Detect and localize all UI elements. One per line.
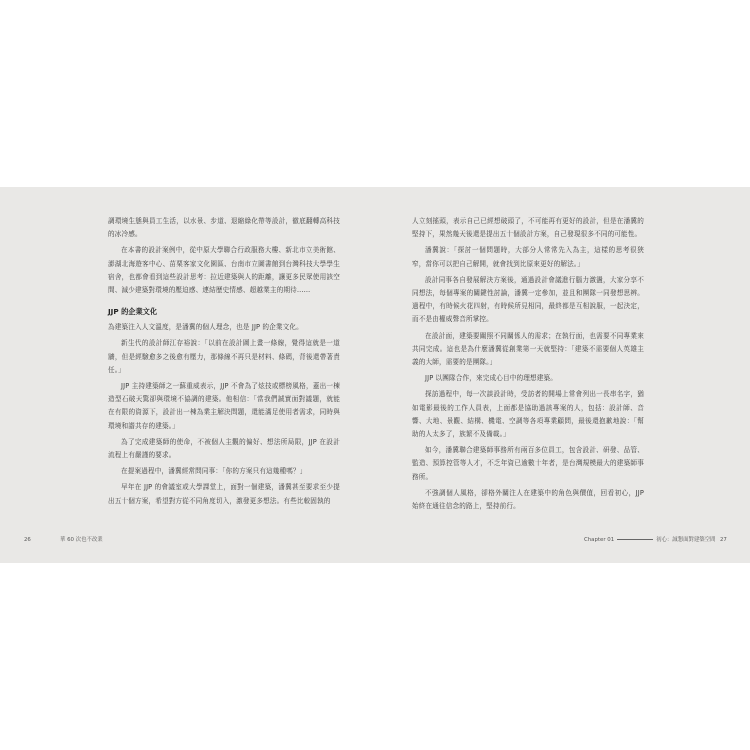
right-page <box>412 215 644 516</box>
paragraph: JJP 以團隊合作，來完成心目中的理想建築。 <box>425 374 557 383</box>
paragraph: 在設計面，建築要關照不同關係人的需求；在執行面，也需要不同專業來共同完成。這也是為什麼潘冀從創業第一天就堅持：「建築不需要個人英雄主義的大師，需要的是團隊。」 <box>412 331 644 367</box>
paragraph: 為建築注入人文溫度，是潘冀的個人理念，也是 JJP 的企業文化。 <box>108 323 303 332</box>
paragraph: 不強調個人風格，卻格外關注人在建築中的角色與價值，回看初心，JJP 始終在通往信念的路上，堅持前行。 <box>412 488 644 511</box>
paragraph: 潘冀說：「探討一個問題時，大部分人常常先入為主，這樣的思考很狹窄，當你可以把自己解開，就會找到比原來更好的解法。」 <box>412 246 644 268</box>
paragraph: 為了完成建築師的使命，不被個人主觀的偏好、想法所局限，JJP 在設計流程上有嚴謹的要求。 <box>108 437 340 460</box>
paragraph: 在提案過程中，潘冀經常問同事：「你的方案只有這幾種嗎？」 <box>121 467 307 476</box>
divider <box>617 539 653 540</box>
section-heading: JJP 的企業文化 <box>108 307 158 317</box>
right-footer <box>584 536 715 544</box>
paragraph: 探訪過程中，每一次談設計時，受訪者的開場上常會列出一長串名字，猶如電影最後的工作人員表，上面都是協助過該專案的人，包括：設計師、音響、大地、景觀、結構、機電、空調等各項專業顧問，最後還抱歉地說：「幫助的人太多了，族繁不及備載。」 <box>412 390 644 439</box>
page-number: 26 <box>24 537 31 543</box>
chapter-label: Chapter 01 <box>584 537 615 543</box>
paragraph: 如今，潘冀聯合建築師事務所有兩百多位員工，包含設計、研發、品管、監造、預算控管等人才，不乏年資已逾數十年者，是台灣規模最大的建築師事務所。 <box>412 446 644 481</box>
paragraph: 調環境生態與員工生活，以水景、步道、退縮綠化帶等設計，徹底翻轉高科技的冰冷感。 <box>108 217 340 239</box>
left-running-title <box>60 536 103 544</box>
running-title: 華 60 次也不改業 <box>60 537 103 543</box>
book-spread <box>0 187 750 563</box>
paragraph: 早年在 JJP 的會議室或大學課堂上，面對一個建築，潘冀甚至要求至少提出五十個方案，希望對方從不同角度切入，激發更多想法。有些比較固執的 <box>108 483 340 505</box>
paragraph: 在本書的設計案例中，從中原大學聯合行政服務大樓、新北市立美術館、澎湖北海遊客中心、苗栗客家文化園區、台南市立圖書館到台灣科技大學學生宿舍，也都會看到這些設計思考：拉近建築與人的距離，讓更多民眾使用該空間、減少建築對環境的壓迫感、連結歷史情感、超越業主的期待…… <box>108 246 340 295</box>
left-footer <box>24 536 31 544</box>
paragraph: 新生代的設計師江存裕說：「以前在設計圖上畫一條線，覺得這就是一道牆，但是經驗愈多之後愈有壓力，那條線不再只是材料、條碼，背後還帶著責任。」 <box>108 339 340 374</box>
running-title: 初心：誠懇面對建築空間 <box>656 537 716 543</box>
paragraph: 人立刻搖頭，表示自己已經想破頭了，不可能再有更好的設計，但是在潘冀的堅持下，果然幾天後還是提出五十個設計方案，自己發現很多不同的可能性。 <box>412 217 644 239</box>
right-page-number-wrap <box>720 536 727 544</box>
paragraph: 設計同事各自發展解決方案後，通過設計會議進行腦力激盪，大家分享不同想法，每個專案的關鍵性討論，潘冀一定參加，並且和團隊一同發想思辨。過程中，有時候火花四射，有時候所見相同，最終都是互相說服，一起決定，而不是由權威聲音所掌控。 <box>412 275 644 324</box>
left-page <box>108 215 340 511</box>
paragraph: JJP 主持建築師之一蘇重威表示，JJP 不會為了炫技或標榜風格，蓋出一棟造型石破天驚卻與環境不協調的建築。他相信：「當我們誠實面對議題，就能在有限的資源下，設計出一棟為業主解決問題，還能滿足使用者需求，同時與環境和諧共存的建築。」 <box>108 382 340 430</box>
page-number: 27 <box>720 537 727 543</box>
